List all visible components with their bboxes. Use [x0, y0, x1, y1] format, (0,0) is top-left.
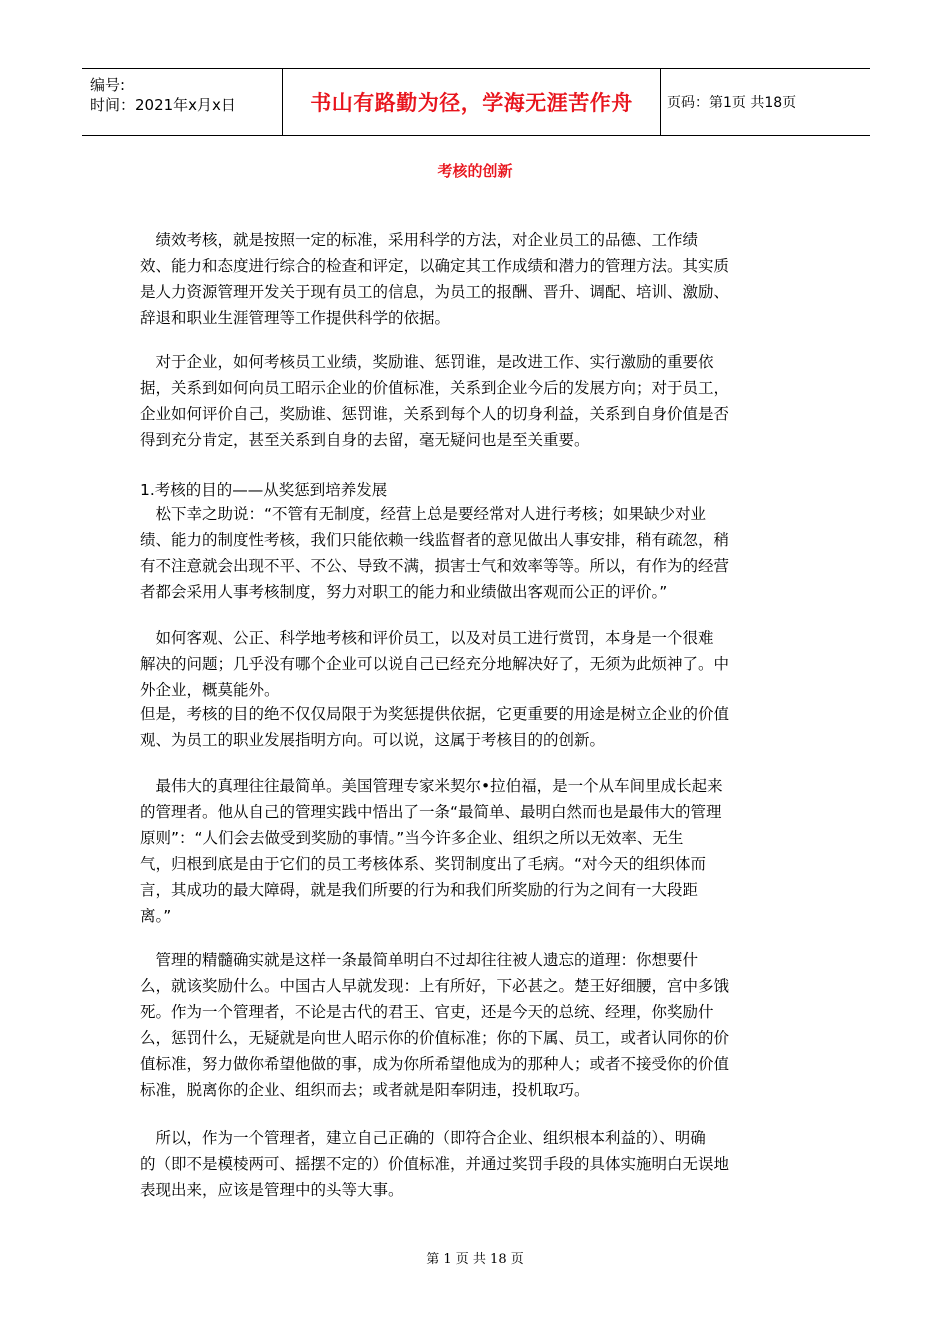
text-line: 管理的精髓确实就是这样一条最简单明白不过却往往被人遗忘的道理：你想要什: [140, 951, 699, 969]
text-line: 离。”: [140, 907, 172, 925]
header-info-cell: [82, 69, 283, 135]
header-page-cell: [661, 69, 870, 135]
text-line: 最伟大的真理往往最简单。美国管理专家米契尔•拉伯福，是一个从车间里成长起来: [140, 777, 723, 795]
text-line: 松下幸之助说：“不管有无制度，经营上总是要经常对人进行考核；如果缺少对业: [140, 505, 707, 523]
text-line: 死。作为一个管理者，不论是古代的君王、官吏，还是今天的总统、经理，你奖励什: [140, 1003, 714, 1021]
text-line: 言，其成功的最大障碍，就是我们所要的行为和我们所奖励的行为之间有一大段距: [140, 881, 699, 899]
text-line: 么，惩罚什么，无疑就是向世人昭示你的价值标准；你的下属、员工，或者认同你的价: [140, 1029, 730, 1047]
text-line: 辞退和职业生涯管理等工作提供科学的依据。: [140, 309, 451, 327]
text-line: 有不注意就会出现不平、不公、导致不满，损害士气和效率等等。所以，有作为的经营: [140, 557, 730, 575]
text-line: 据，关系到如何向员工昭示企业的价值标准，关系到企业今后的发展方向；对于员工，: [140, 379, 730, 397]
document-date-label: 时间：2021年x月x日: [90, 96, 236, 114]
text-line: 表现出来，应该是管理中的头等大事。: [140, 1181, 404, 1199]
text-line: 效、能力和态度进行综合的检查和评定，以确定其工作成绩和潜力的管理方法。其实质: [140, 257, 730, 275]
text-line: 外企业，概莫能外。: [140, 681, 280, 699]
text-line: 标准，脱离你的企业、组织而去；或者就是阳奉阴违，投机取巧。: [140, 1081, 590, 1099]
text-line: 气，归根到底是由于它们的员工考核体系、奖罚制度出了毛病。“对今天的组织体而: [140, 855, 707, 873]
text-line: 观、为员工的职业发展指明方向。可以说，这属于考核目的的创新。: [140, 731, 606, 749]
text-line: 么，就该奖励什么。中国古人早就发现：上有所好，下必甚之。楚王好细腰，宫中多饿: [140, 977, 730, 995]
text-line: 解决的问题；几乎没有哪个企业可以说自己已经充分地解决好了，无须为此烦神了。中: [140, 655, 730, 673]
text-line: 但是，考核的目的绝不仅仅局限于为奖惩提供依据，它更重要的用途是树立企业的价值: [140, 705, 730, 723]
header-motto: 书山有路勤为径，学海无涯苦作舟: [310, 91, 633, 115]
text-line: 的管理者。他从自己的管理实践中悟出了一条“最简单、最明白然而也是最伟大的管理: [140, 803, 722, 821]
text-line: 对于企业，如何考核员工业绩，奖励谁、惩罚谁，是改进工作、实行激励的重要依: [140, 353, 714, 371]
header-table: [82, 68, 870, 136]
header-motto-cell: [283, 69, 661, 135]
header-page-info: 页码：第1页 共18页: [667, 95, 797, 111]
text-line: 绩、能力的制度性考核，我们只能依赖一线监督者的意见做出人事安排，稍有疏忽，稍: [140, 531, 730, 549]
text-line: 如何客观、公正、科学地考核和评价员工，以及对员工进行赏罚，本身是一个很难: [140, 629, 714, 647]
text-line: 是人力资源管理开发关于现有员工的信息，为员工的报酬、晋升、调配、培训、激励、: [140, 283, 730, 301]
text-line: 者都会采用人事考核制度，努力对职工的能力和业绩做出客观而公正的评价。”: [140, 583, 668, 601]
text-line: 原则”：“人们会去做受到奖励的事情。”当今许多企业、组织之所以无效率、无生: [140, 829, 684, 847]
text-line: 绩效考核，就是按照一定的标准，采用科学的方法，对企业员工的品德、工作绩: [140, 231, 699, 249]
page-footer: 第 1 页 共 18 页: [426, 1252, 524, 1267]
text-line: 得到充分肯定，甚至关系到自身的去留，毫无疑问也是至关重要。: [140, 431, 590, 449]
section-heading: 1.考核的目的——从奖惩到培养发展: [140, 481, 388, 499]
text-line: 企业如何评价自己，奖励谁、惩罚谁，关系到每个人的切身利益，关系到自身价值是否: [140, 405, 730, 423]
document-title: 考核的创新: [437, 162, 513, 180]
document-number-label: 编号:: [90, 76, 126, 94]
text-line: 所以，作为一个管理者，建立自己正确的（即符合企业、组织根本利益的）、明确: [140, 1129, 706, 1147]
text-line: 值标准，努力做你希望他做的事，成为你所希望他成为的那种人；或者不接受你的价值: [140, 1055, 730, 1073]
text-line: 的（即不是模棱两可、摇摆不定的）价值标准，并通过奖罚手段的具体实施明白无误地: [140, 1155, 730, 1173]
